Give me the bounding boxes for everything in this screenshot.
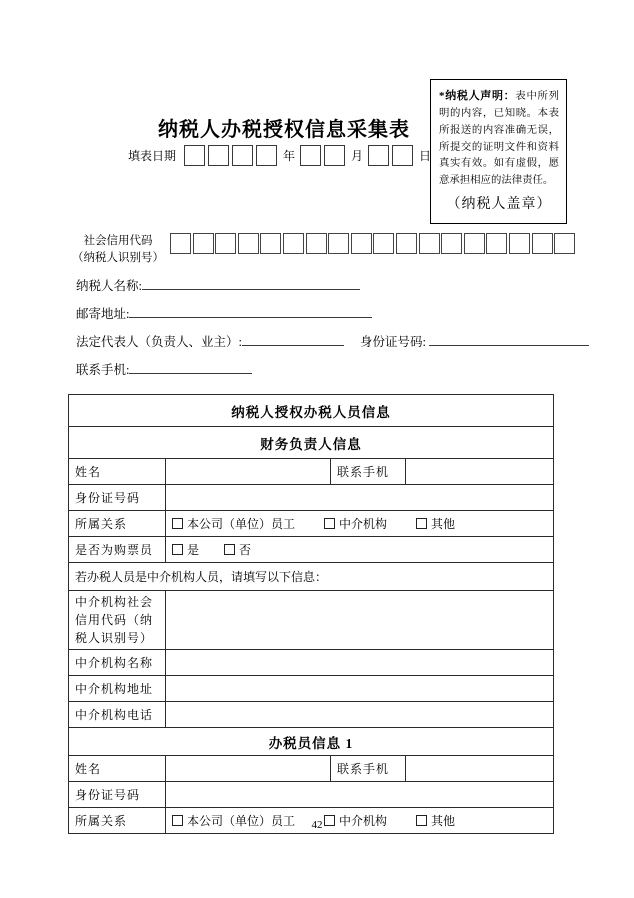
checkbox-icon[interactable] xyxy=(324,518,335,529)
clerk-name-label: 姓名 xyxy=(69,756,166,782)
credit-code-box[interactable] xyxy=(532,233,553,254)
checkbox-icon[interactable] xyxy=(172,518,183,529)
month-label: 月 xyxy=(351,149,364,163)
relation-option: 中介机构 xyxy=(324,814,387,828)
taxpayer-name-label: 纳税人名称: xyxy=(76,279,142,293)
fill-date-row xyxy=(128,145,436,166)
taxpayer-name-input[interactable] xyxy=(142,276,360,290)
checkbox-icon[interactable] xyxy=(416,518,427,529)
date-year-box[interactable] xyxy=(184,145,205,166)
page-title: 纳税人办税授权信息采集表 xyxy=(158,119,410,141)
date-month-box[interactable] xyxy=(300,145,321,166)
relation-option: 中介机构 xyxy=(324,517,387,531)
date-year-box[interactable] xyxy=(232,145,253,166)
checkbox-icon[interactable] xyxy=(224,544,235,555)
finance-relation-options xyxy=(166,511,554,537)
ticket-option-yes: 是 xyxy=(172,543,199,557)
finance-id-label: 身份证号码 xyxy=(69,485,166,511)
credit-code-box[interactable] xyxy=(509,233,530,254)
date-month-box[interactable] xyxy=(324,145,345,166)
taxpayer-declaration-box xyxy=(430,79,567,224)
fill-date-label: 填表日期 xyxy=(128,149,177,163)
credit-code-box[interactable] xyxy=(554,233,575,254)
mobile-input[interactable] xyxy=(129,360,252,374)
credit-code-box[interactable] xyxy=(170,233,191,254)
clerk-mobile-label: 联系手机 xyxy=(331,756,406,782)
agency-phone-label: 中介机构电话 xyxy=(69,702,166,728)
clerk-id-label: 身份证号码 xyxy=(69,782,166,808)
relation-option: 本公司（单位）员工 xyxy=(172,517,295,531)
legal-rep-label: 法定代表人（负责人、业主）: xyxy=(76,335,242,349)
clerk-relation-label: 所属关系 xyxy=(69,808,166,834)
finance-id-input[interactable] xyxy=(166,485,554,511)
finance-mobile-input[interactable] xyxy=(406,459,554,485)
credit-code-box[interactable] xyxy=(486,233,507,254)
date-year-box[interactable] xyxy=(256,145,277,166)
credit-code-box[interactable] xyxy=(328,233,349,254)
date-day-box[interactable] xyxy=(368,145,389,166)
mailing-address-label: 邮寄地址: xyxy=(76,307,130,321)
ticket-buyer-label: 是否为购票员 xyxy=(69,537,166,563)
section-clerk-title: 办税员信息 1 xyxy=(69,728,554,756)
agency-name-label: 中介机构名称 xyxy=(69,650,166,676)
relation-option: 其他 xyxy=(416,814,455,828)
credit-code-box[interactable] xyxy=(306,233,327,254)
legal-rep-input[interactable] xyxy=(242,332,344,346)
relation-option: 其他 xyxy=(416,517,455,531)
day-label: 日 xyxy=(419,149,432,163)
ticket-option-no: 否 xyxy=(224,543,251,557)
mobile-field xyxy=(76,360,252,378)
clerk-id-input[interactable] xyxy=(166,782,554,808)
agency-note: 若办税人员是中介机构人员，请填写以下信息： xyxy=(69,563,554,591)
mobile-label: 联系手机: xyxy=(76,363,130,377)
credit-code-boxes xyxy=(170,233,577,254)
declaration-text xyxy=(439,88,559,190)
agency-address-input[interactable] xyxy=(166,676,554,702)
legal-rep-field xyxy=(76,332,589,350)
finance-mobile-label: 联系手机 xyxy=(331,459,406,485)
taxpayer-name-field xyxy=(76,276,360,294)
mailing-address-input[interactable] xyxy=(129,304,372,318)
id-number-input[interactable] xyxy=(429,332,589,346)
agency-phone-input[interactable] xyxy=(166,702,554,728)
authorized-personnel-table xyxy=(68,394,554,834)
agency-name-input[interactable] xyxy=(166,650,554,676)
credit-code-label: 社会信用代码 （纳税人识别号） xyxy=(72,235,164,264)
credit-code-box[interactable] xyxy=(193,233,214,254)
page-number: 42 xyxy=(311,819,323,831)
finance-relation-label: 所属关系 xyxy=(69,511,166,537)
credit-code-box[interactable] xyxy=(215,233,236,254)
credit-code-box[interactable] xyxy=(283,233,304,254)
finance-name-input[interactable] xyxy=(166,459,331,485)
mailing-address-field xyxy=(76,304,372,322)
declaration-title: *纳税人声明： xyxy=(439,90,516,102)
agency-address-label: 中介机构地址 xyxy=(69,676,166,702)
credit-code-box[interactable] xyxy=(396,233,417,254)
relation-option: 本公司（单位）员工 xyxy=(172,814,295,828)
taxpayer-stamp-label: （纳税人盖章） xyxy=(446,197,552,213)
section-authorized-title: 纳税人授权办税人员信息 xyxy=(69,395,554,427)
date-year-box[interactable] xyxy=(208,145,229,166)
credit-code-box[interactable] xyxy=(441,233,462,254)
credit-code-box[interactable] xyxy=(464,233,485,254)
credit-code-box[interactable] xyxy=(373,233,394,254)
finance-name-label: 姓名 xyxy=(69,459,166,485)
year-label: 年 xyxy=(283,149,296,163)
date-day-box[interactable] xyxy=(392,145,413,166)
declaration-body: 表中所列明的内容，已知晓。本表所报送的内容准确无误，所提交的证明文件和资料真实有效。如有虚假，愿意承担相应的法律责任。 xyxy=(439,91,560,187)
credit-code-box[interactable] xyxy=(260,233,281,254)
id-number-label: 身份证号码: xyxy=(359,335,426,349)
clerk-mobile-input[interactable] xyxy=(406,756,554,782)
section-finance-title: 财务负责人信息 xyxy=(69,427,554,459)
checkbox-icon[interactable] xyxy=(172,544,183,555)
credit-code-box[interactable] xyxy=(238,233,259,254)
credit-code-box[interactable] xyxy=(351,233,372,254)
agency-code-input[interactable] xyxy=(166,591,554,650)
agency-code-label: 中介机构社会信用代码（纳税人识别号） xyxy=(69,591,166,650)
credit-code-box[interactable] xyxy=(419,233,440,254)
ticket-buyer-options xyxy=(166,537,554,563)
clerk-name-input[interactable] xyxy=(166,756,331,782)
